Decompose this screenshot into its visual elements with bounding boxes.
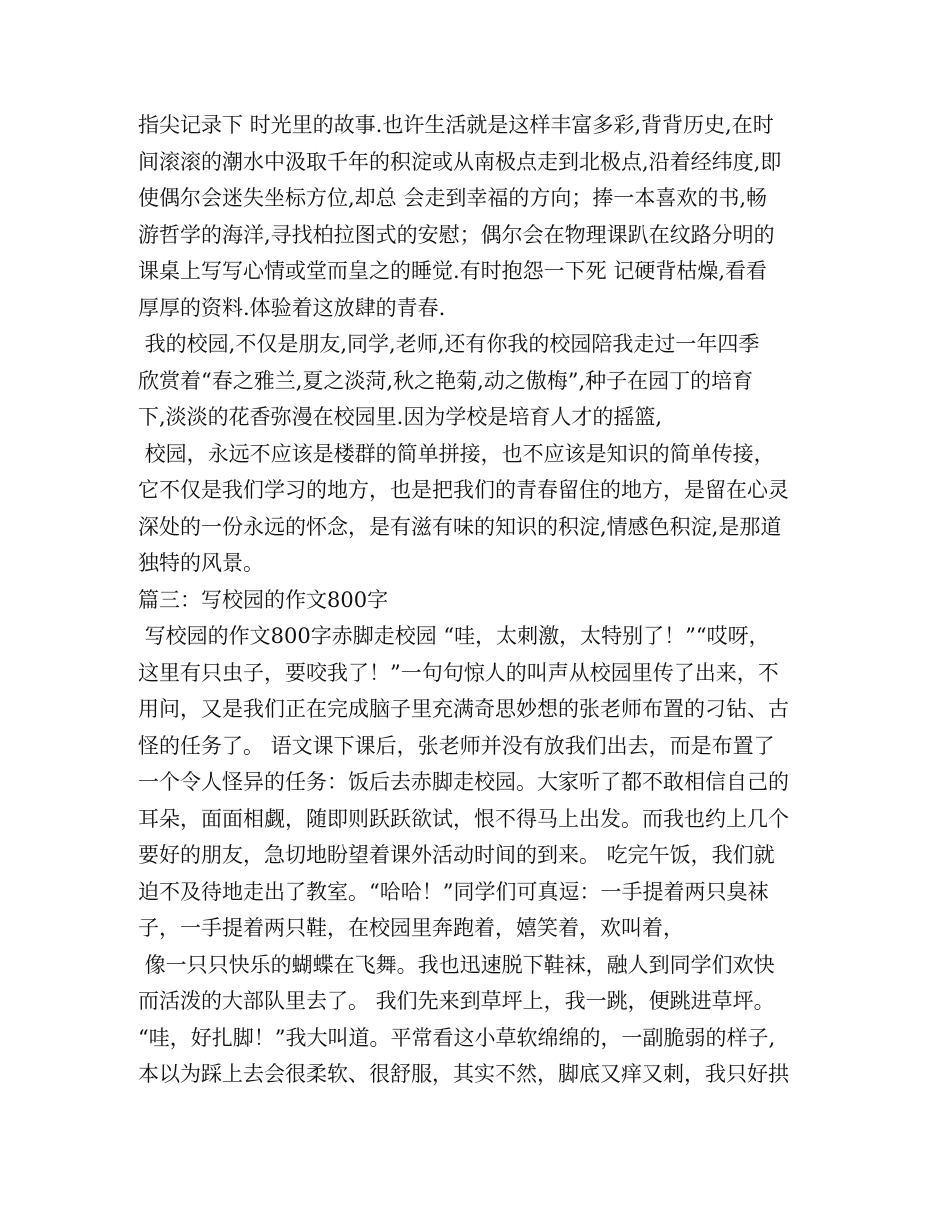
text-line: 欣赏着“春之雅兰,夏之淡菏,秋之艳菊,动之傲梅”,种子在园丁的培育	[138, 368, 754, 393]
text-line: 而活泼的大部队里去了。 我们先来到草坪上，我一跳，便跳进草坪。	[138, 989, 775, 1013]
text-line: 本以为踩上去会很柔软、很舒服，其实不然，脚底又痒又刺，我只好拱	[138, 1062, 789, 1086]
text-line: 独特的风景。	[138, 551, 264, 575]
text-line: 指尖记录下 时光里的故事.也许生活就是这样丰富多彩,背背历史,在时	[138, 113, 774, 137]
text-line: 深处的一份永远的怀念，是有滋有味的知识的积淀,情感色积淀,是那道	[138, 514, 782, 539]
text-line: 它不仅是我们学习的地方，也是把我们的青春留住的地方，是留在心灵	[138, 478, 789, 502]
text-line: 写校园的作文800字赤脚走校园 “哇，太刺激，太特别了！”“哎呀，	[138, 624, 770, 648]
text-line: 用问，又是我们正在完成脑子里充满奇思妙想的张老师布置的刁钻、古	[138, 697, 789, 721]
text-line: 怪的任务了。 语文课下课后，张老师并没有放我们出去，而是布置了	[138, 733, 775, 758]
text-line: “哇，好扎脚！”我大叫道。平常看这小草软绵绵的，一副脆弱的样子,	[138, 1025, 776, 1050]
text-line: 游哲学的海洋,寻找柏拉图式的安慰；偶尔会在物理课趴在纹路分明的	[138, 222, 775, 247]
section-heading: 篇三：写校园的作文800字	[138, 587, 389, 612]
text-line: 厚厚的资料.体验着这放肆的青春.	[138, 295, 446, 320]
document-body	[138, 107, 828, 1093]
text-line: 迫不及待地走出了教室。“哈哈！”同学们可真逗：一手提着两只臭袜	[138, 879, 769, 904]
text-line: 使偶尔会迷失坐标方位,却总 会走到幸福的方向；捧一本喜欢的书,畅	[138, 186, 768, 210]
text-line: 耳朵，面面相觑，随即则跃跃欲试，恨不得马上出发。而我也约上几个	[138, 806, 789, 831]
text-line: 课桌上写写心情或堂而皇之的睡觉.有时抱怨一下死 记硬背枯燥,看看	[138, 259, 768, 283]
text-line: 下,淡淡的花香弥漫在校园里.因为学校是培育人才的摇篮,	[138, 405, 663, 429]
text-line: 子，一手提着两只鞋，在校园里奔跑着，嬉笑着，欢叫着，	[138, 916, 684, 940]
text-line: 这里有只虫子，要咬我了！”一句句惊人的叫声从校园里传了出来，不	[138, 660, 779, 685]
text-line: 我的校园,不仅是朋友,同学,老师,还有你我的校园陪我走过一年四季	[138, 332, 760, 356]
text-line: 一个令人怪异的任务：饭后去赤脚走校园。大家听了都不敢相信自己的	[138, 770, 789, 794]
text-line: 像一只只快乐的蝴蝶在飞舞。我也迅速脱下鞋袜，融人到同学们欢快	[138, 952, 775, 977]
text-line: 校园，永远不应该是楼群的简单拼接，也不应该是知识的简单传接，	[138, 441, 775, 466]
text-line: 间滚滚的潮水中汲取千年的积淀或从南极点走到北极点,沿着经纬度,即	[138, 149, 782, 174]
text-line: 要好的朋友，急切地盼望着课外活动时间的到来。 吃完午饭，我们就	[138, 843, 775, 867]
